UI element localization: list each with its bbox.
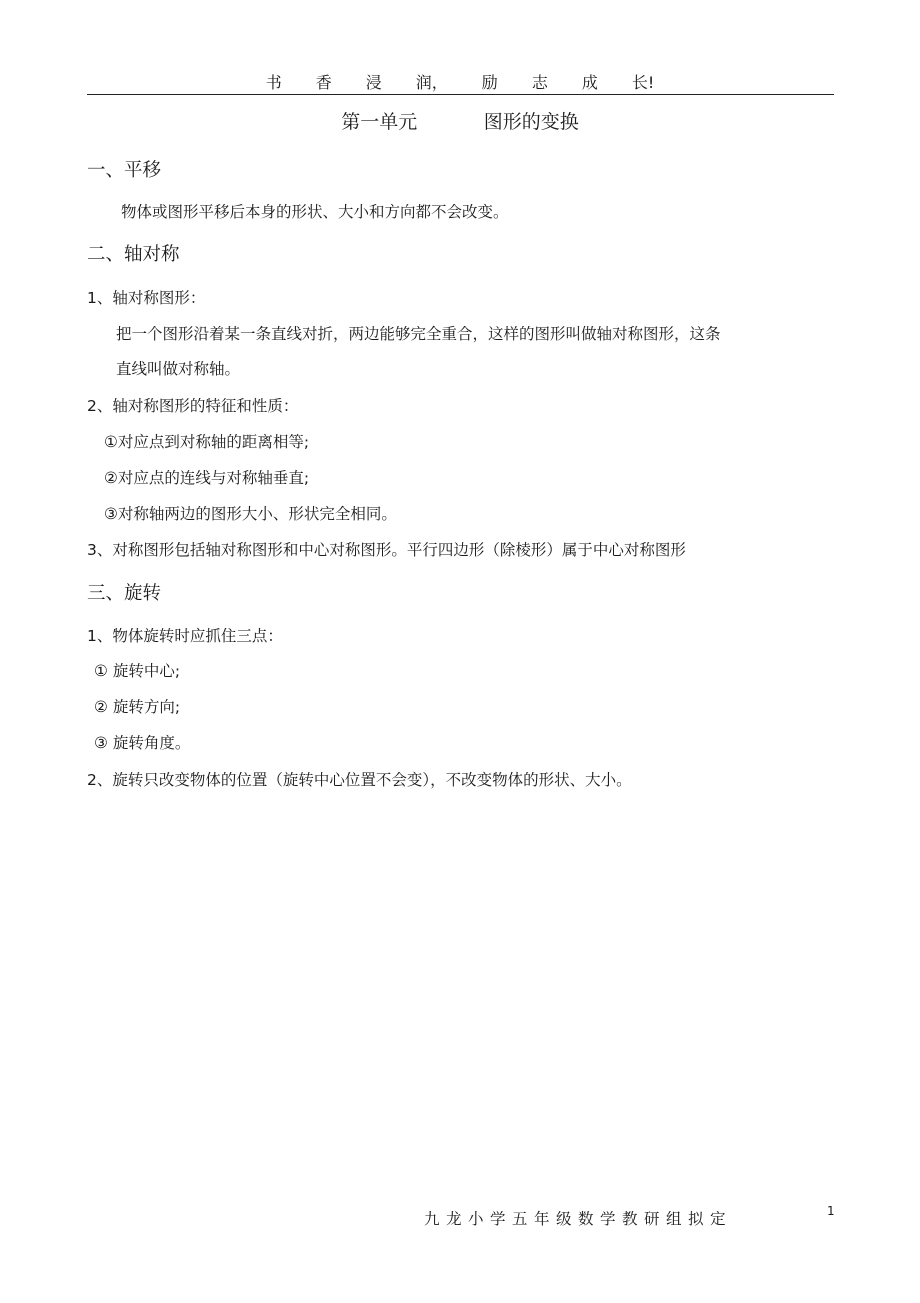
motto-char: 志 [531, 73, 548, 92]
motto-char: 励 [481, 73, 498, 92]
list-item: ①对应点到对称轴的距离相等; [104, 433, 310, 451]
item-title: 3、对称图形包括轴对称图形和中心对称图形。平行四边形（除棱形）属于中心对称图形 [87, 541, 686, 559]
list-item: ② 旋转方向; [94, 698, 181, 716]
item-title: 2、轴对称图形的特征和性质： [87, 397, 299, 415]
list-item: ③对称轴两边的图形大小、形状完全相同。 [104, 505, 397, 523]
item-body: 直线叫做对称轴。 [116, 360, 241, 378]
section-heading-axial-symmetry: 二、轴对称 [87, 244, 180, 265]
section-heading-translation: 一、平移 [87, 160, 162, 181]
section-heading-rotation: 三、旋转 [87, 583, 162, 604]
list-item: ① 旋转中心; [94, 662, 181, 680]
item-body: 把一个图形沿着某一条直线对折，两边能够完全重合，这样的图形叫做轴对称图形，这条 [116, 325, 721, 343]
page-title: 第一单元 图形的变换 [341, 111, 579, 133]
page-number: 1 [827, 1204, 835, 1218]
motto-char: 长! [631, 73, 655, 92]
footer-credit: 九龙小学五年级数学教研组拟定 [424, 1210, 733, 1228]
motto-char: 成 [581, 73, 598, 92]
header-motto [0, 70, 920, 93]
motto-char: 润， [415, 73, 448, 92]
section-body: 物体或图形平移后本身的形状、大小和方向都不会改变。 [121, 203, 509, 221]
item-title: 1、物体旋转时应抓住三点： [87, 627, 283, 645]
list-item: ②对应点的连线与对称轴垂直; [104, 469, 310, 487]
list-item: ③ 旋转角度。 [94, 734, 191, 752]
motto-char: 香 [315, 73, 332, 92]
motto-char: 浸 [365, 73, 382, 92]
item-title: 1、轴对称图形： [87, 289, 206, 307]
header-divider [87, 94, 834, 95]
item-title: 2、旋转只改变物体的位置（旋转中心位置不会变），不改变物体的形状、大小。 [87, 771, 632, 789]
motto-char: 书 [265, 73, 282, 92]
